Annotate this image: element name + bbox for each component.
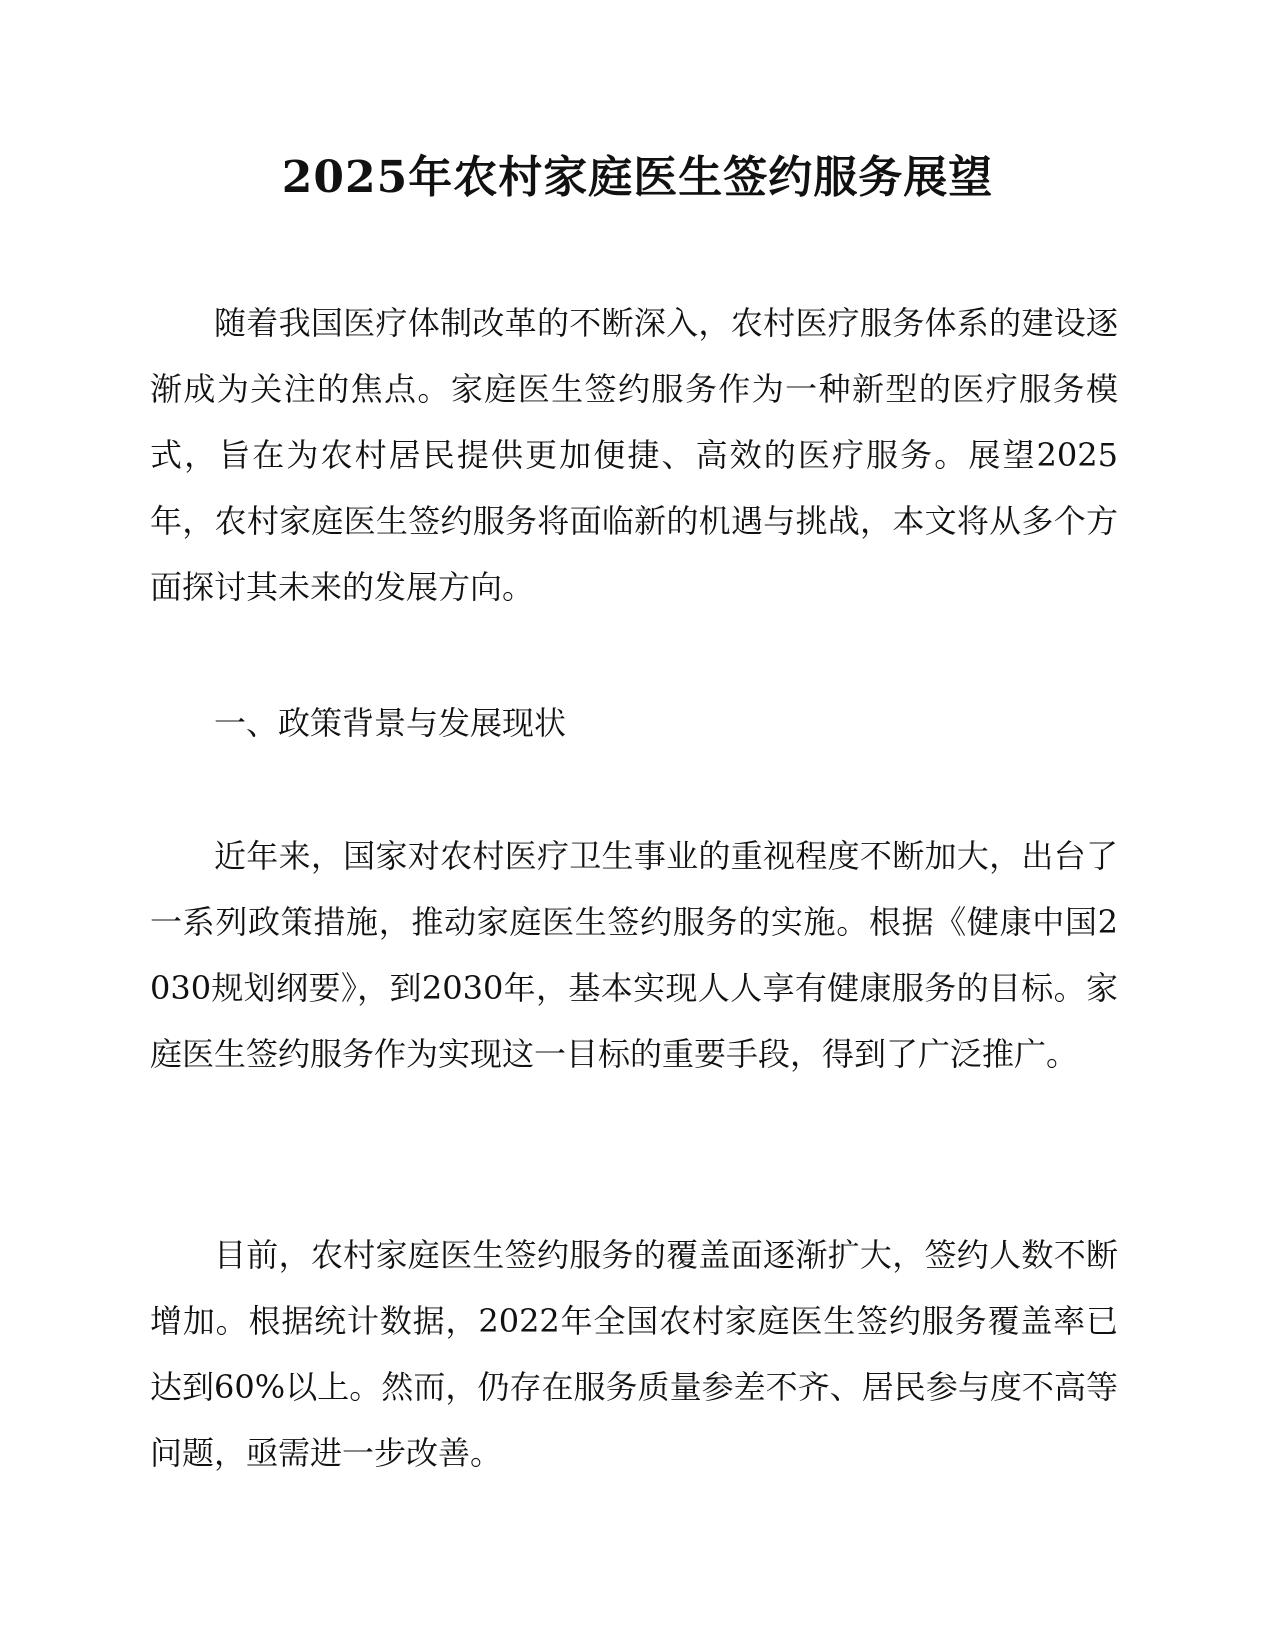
section-heading: 一、政策背景与发展现状 [214,704,567,742]
document-title: 2025年农村家庭医生签约服务展望 [281,152,994,203]
policy-paragraph: 近年来，国家对农村医疗卫生事业的重视程度不断加大，出台了一系列政策措施，推动家庭医生签约服务的实施。根据《健康中国2030规划纲要》，到2030年，基本实现人人享有健康服务的目标。家庭医生签约服务作为实现这一目标的重要手段，得到了广泛推广。 [150,837,1118,1073]
status-paragraph: 目前，农村家庭医生签约服务的覆盖面逐渐扩大，签约人数不断增加。根据统计数据，2022年全国农村家庭医生签约服务覆盖率已达到60%以上。然而，仍存在服务质量参差不齐、居民参与度不高等问题，亟需进一步改善。 [150,1236,1118,1472]
intro-paragraph: 随着我国医疗体制改革的不断深入，农村医疗服务体系的建设逐渐成为关注的焦点。家庭医生签约服务作为一种新型的医疗服务模式，旨在为农村居民提供更加便捷、高效的医疗服务。展望2025年，农村家庭医生签约服务将面临新的机遇与挑战，本文将从多个方面探讨其未来的发展方向。 [150,304,1118,606]
